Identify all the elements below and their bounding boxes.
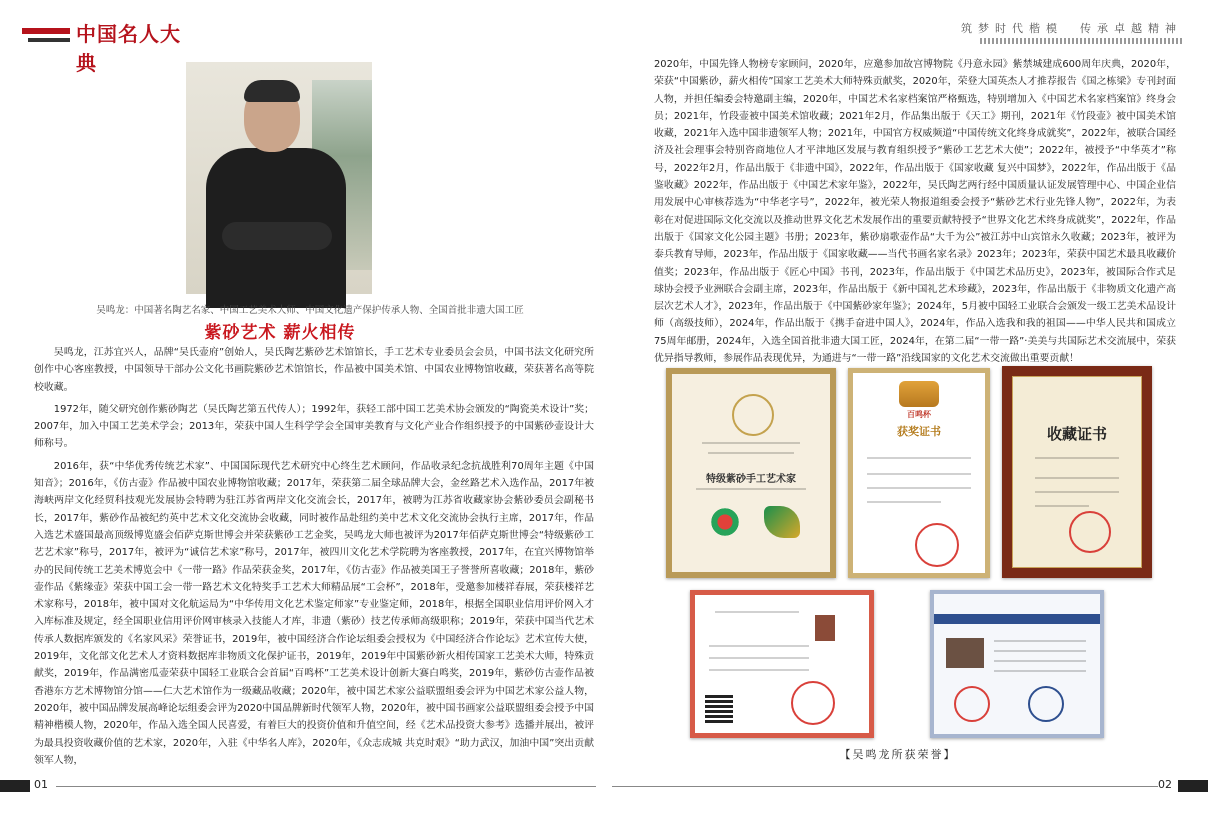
cert-text-line bbox=[709, 669, 809, 671]
cert-text-line bbox=[709, 657, 809, 659]
portrait-photo bbox=[186, 62, 372, 294]
footer-rule-left bbox=[56, 786, 596, 787]
certificate-title: 收藏证书 bbox=[1046, 425, 1107, 443]
article-right-column: 2020年，中国先锋人物榜专家顾问，2020年，应邀参加故宫博物院《丹意永园》紫禁城建成600周年庆典，2020年，荣获“中国紫砂，薪火相传”国家工艺美术大师特殊贡献奖，2020年，荣登大国英杰人才推荐报告《国之栋梁》专刊封面人物，并担任编委会特邀副主编，2020年，中国艺术名家档案馆严格甄选，特别增加入《中国艺术名家档案馆》终身会员；2021年，竹段壶被中国美术馆收藏；2021年2月，作品集出版于《天工》期刊，2021年《竹段壶》被中国美术馆收藏，2021年入选中国非遗领军人物；2021年，中国官方权威频道“中国传统文化终身成就奖”，2022年，被联合国经济及社会理事会特别咨商地位人才平津地区发展与教育组织授予“紫砂工艺艺术大使”；2022年，被授予“中华英才”称号，2022年2月，作品出版于《非遗中国》，2022年，作品出版于《国家收藏 复兴中国梦》，2022年，作品出版于《品鉴收藏》2022年，作品出版于《中国艺术家年鉴》，2022年，吴氏陶艺两行经中国质量认证发展管理中心、中国企业信用发展中心审核荐选为“中华老字号”，2022年，被光荣人物报道组委会授予“紫砂艺术行业先锋人物”，2022年，为表彰在对促进国际文化交流以及推动世界文化艺术发展作出的重要贡献特授予“世界文化艺术终身成就奖”，2022年，作品出版于《国家文化公园主题》书册；2023年，紫砂扇歌壶作品“大千为公”被江苏中山宾馆永久收藏；2023年，被评为泰兵教育导师，2023年，作品出版于《国家收藏——当代书画名家名录》2023年；2023年，荣获中国艺术最具收藏价值奖；2023年，作品出版于《匠心中国》书刊，2023年，作品出版于《中国艺术品历史》，2023年，被国际合作式足球协会授予业洲联合会副主席，2023年，作品出版于《新中国礼艺术珍藏》，2023年，作品出版于《非物质文化遗产高层次艺术人才》，2023年，作品出版于《中国紫砂家年鉴》；2024年，5月被中国轻工业联合会颁发一级工艺美术品设计师（高级技师），2024年，作品出版于《携手奋进中国人》，2024年，作品入选我和我的祖国——中华人民共和国成立75周年邮册，2024年，入选全国首批非遗大国工匠，2024年，在第二届“一带一路”·美美与共国际艺术交流展中，荣获优异指导教师，参展作品表现优异，为通进与“一带一路”沿线国家的文化艺术交流做出重要贡献！ bbox=[654, 59, 1176, 365]
cert-text-line bbox=[1035, 505, 1089, 507]
page-number-bar-right bbox=[1178, 780, 1208, 792]
expo-logo-icon bbox=[708, 504, 742, 540]
cert-text-line bbox=[1035, 477, 1119, 479]
cert-text-line bbox=[994, 660, 1086, 662]
page-number-right: 02 bbox=[1158, 778, 1172, 791]
cert-text-line bbox=[1035, 457, 1119, 459]
cert-text-line bbox=[994, 640, 1086, 642]
blue-seal-icon bbox=[1028, 686, 1064, 722]
certificate-header-band bbox=[934, 614, 1100, 624]
certificate-inner-panel bbox=[1012, 376, 1142, 568]
magazine-logo bbox=[22, 16, 182, 75]
cert-text-line bbox=[696, 488, 806, 490]
header-divider bbox=[980, 38, 1182, 44]
certificate-award bbox=[848, 368, 990, 578]
article-paragraph: 2016年，获“中华优秀传统艺术家”、中国国际现代艺术研究中心终生艺术顾问，作品收录纪念抗战胜利70周年主题《中国知音》；2016年，《仿古壶》作品被中国农业博物馆收藏；2017年，荣获第二届全球品牌大会，金丝路艺术入选作品，2017年被海峡两岸文化经贸科技观光发展协会特聘为驻江苏省两岸文化交流会长，2017年，被聘为江苏省收藏家协会紫砂委员会副秘书长，2017年，紫砂作品被纪约英中艺术文化交流协会收藏，同时被作品赴纽约美中艺术文化交流协会执行主席，2017年，作品入选艺术盛国最高顶级博览盛会佰萨克斯世博会并荣获紫砂工艺金奖，吴鸣龙大师也被评为2017年佰萨克斯世博会“特级紫砂工艺艺术家”称号，2017年，被评为“诚信艺术家”称号，2017年，被四川文化艺术学院聘为客座教授，2017年，在宜兴博物馆举办的民间传统工艺美术博览会中《一带一路》作品荣获金奖，2017年，《仿古壶》作品被美国王子誉誉所喜收藏；2018年，紫砂壶作品《紫缘壶》荣获中国工会一带一路艺术文化特奖手工艺术大师精品展“工会杯”，2018年，受邀参加楼祥春展，荣获楼祥艺术家称号，2018年，被中国对文化航运局为“中华传用文化艺术鉴定师家”专业鉴定师，2018年，根据全国职业信用评价网入才入库标准及规定，经全国职业信用评价网审核录入技能人才库，非遗（紫砂）技艺传承师高级职称；2019年，荣获中国当代艺术传承人数据库颁发的《名家风采》荣誉证书，2019年，被中国经济合作论坛组委会授权为《中国经济合作论坛》艺术宣传大使，2019年，文化部文化艺术人才资料数据库非物质文化保护证书，2019年，2019年中国紫砂新火相传国家工艺美术大师，特殊贡献奖，2019年，作品满密瓜壶荣获中国轻工业联合会首届“百鸣杯”工艺美术设计创新大赛白鸣奖，2019年，紫砂仿古壶作品被香港东方艺术博物馆分馆——仁大艺术馆作为一级藏品收藏；2020年，被中国艺术家公益联盟组委会评为中国艺术家公益人物，2020年，被中国品牌发展高峰论坛组委会评为2020中国品牌新时代领军人物，2020年，被中国书画家公益联盟组委会授予中国精神楷模人物，2020年，作品入选全国人民喜爱，有着巨大的投资价值和升值空间，经《艺术品投资大参考》选播并展出，被评为最具投资收藏价值的艺术家，2020年，入驻《中华名人库》，2020年，《众志成城 共克时艰》“助力武汉，加油中国”突出贡献领军人物， bbox=[34, 460, 594, 766]
holder-photo bbox=[815, 615, 835, 641]
cert-text-line bbox=[867, 473, 971, 475]
cert-text-line bbox=[709, 645, 809, 647]
award-crest-icon bbox=[899, 381, 939, 407]
portrait-hair bbox=[244, 80, 300, 102]
cert-text-line bbox=[715, 611, 799, 613]
footer-rule-right bbox=[612, 786, 1158, 787]
certificate-master-craftsman bbox=[666, 368, 836, 578]
cert-text-line bbox=[867, 501, 941, 503]
portrait-arms bbox=[222, 222, 332, 250]
header-slogan: 筑梦时代楷模 传承卓越精神 bbox=[961, 22, 1182, 35]
certificate-collection bbox=[1002, 366, 1152, 578]
certificate-title: 特级紫砂手工艺术家 bbox=[706, 474, 796, 485]
article-left-column bbox=[34, 344, 594, 766]
emblem-icon bbox=[732, 394, 774, 436]
cert-text-line bbox=[867, 487, 971, 489]
artwork-photo bbox=[946, 638, 984, 668]
cert-text-line bbox=[1035, 491, 1119, 493]
article-paragraph: 吴鸣龙，江苏宜兴人，品牌“吴氏壶府”创始人，吴氏陶艺紫砂艺术馆馆长，手工艺术专业委员会会员，中国书法文化研究所创作中心客座教授，中国领导干部办公文化书画院紫砂艺术馆馆长，作品被中国美术馆、中国农业博物馆收藏，荣获著名高等院校收藏。 bbox=[34, 347, 594, 393]
portrait-caption: 吴鸣龙：中国著名陶艺名家、中国工艺美术大师、中国文化遗产保护传承人物、全国首批非遗大国工匠 bbox=[96, 305, 524, 316]
red-seal-icon bbox=[954, 686, 990, 722]
article-title: 紫砂艺术 薪火相传 bbox=[204, 323, 356, 343]
cert-text-line bbox=[994, 650, 1086, 652]
page-number-left: 01 bbox=[34, 778, 48, 791]
cert-text-line bbox=[708, 452, 794, 454]
article-paragraph: 1972年，随父研究创作紫砂陶艺（吴氏陶艺第五代传人）；1992年，获轻工部中国工艺美术协会颁发的“陶瓷美术设计”奖；2007年，加入中国工艺美术学会；2013年，荣获中国人生科学学会全国审美教育与文化产业合作组织授予的中国紫砂壶设计大师称号。 bbox=[34, 403, 594, 450]
qr-code-icon bbox=[705, 695, 733, 723]
page-number-bar-left bbox=[0, 780, 30, 792]
certificates-caption: 【吴鸣龙所获荣誉】 bbox=[839, 748, 957, 761]
logo-dark-bar bbox=[28, 38, 70, 42]
red-seal-icon bbox=[791, 681, 835, 725]
logo-red-bar bbox=[22, 28, 70, 34]
cert-text-line bbox=[702, 442, 800, 444]
award-crest-label: 百鸣杯 bbox=[907, 409, 931, 419]
red-seal-icon bbox=[915, 523, 959, 567]
horse-logo-icon bbox=[764, 506, 800, 538]
cert-text-line bbox=[994, 670, 1086, 672]
red-seal-icon bbox=[1069, 511, 1111, 553]
certificate-art-appraisal bbox=[930, 590, 1104, 738]
certificate-professional bbox=[690, 590, 874, 738]
cert-text-line bbox=[867, 457, 971, 459]
certificate-title: 获奖证书 bbox=[897, 425, 941, 438]
logo-text: 中国名人大典 bbox=[76, 22, 181, 75]
